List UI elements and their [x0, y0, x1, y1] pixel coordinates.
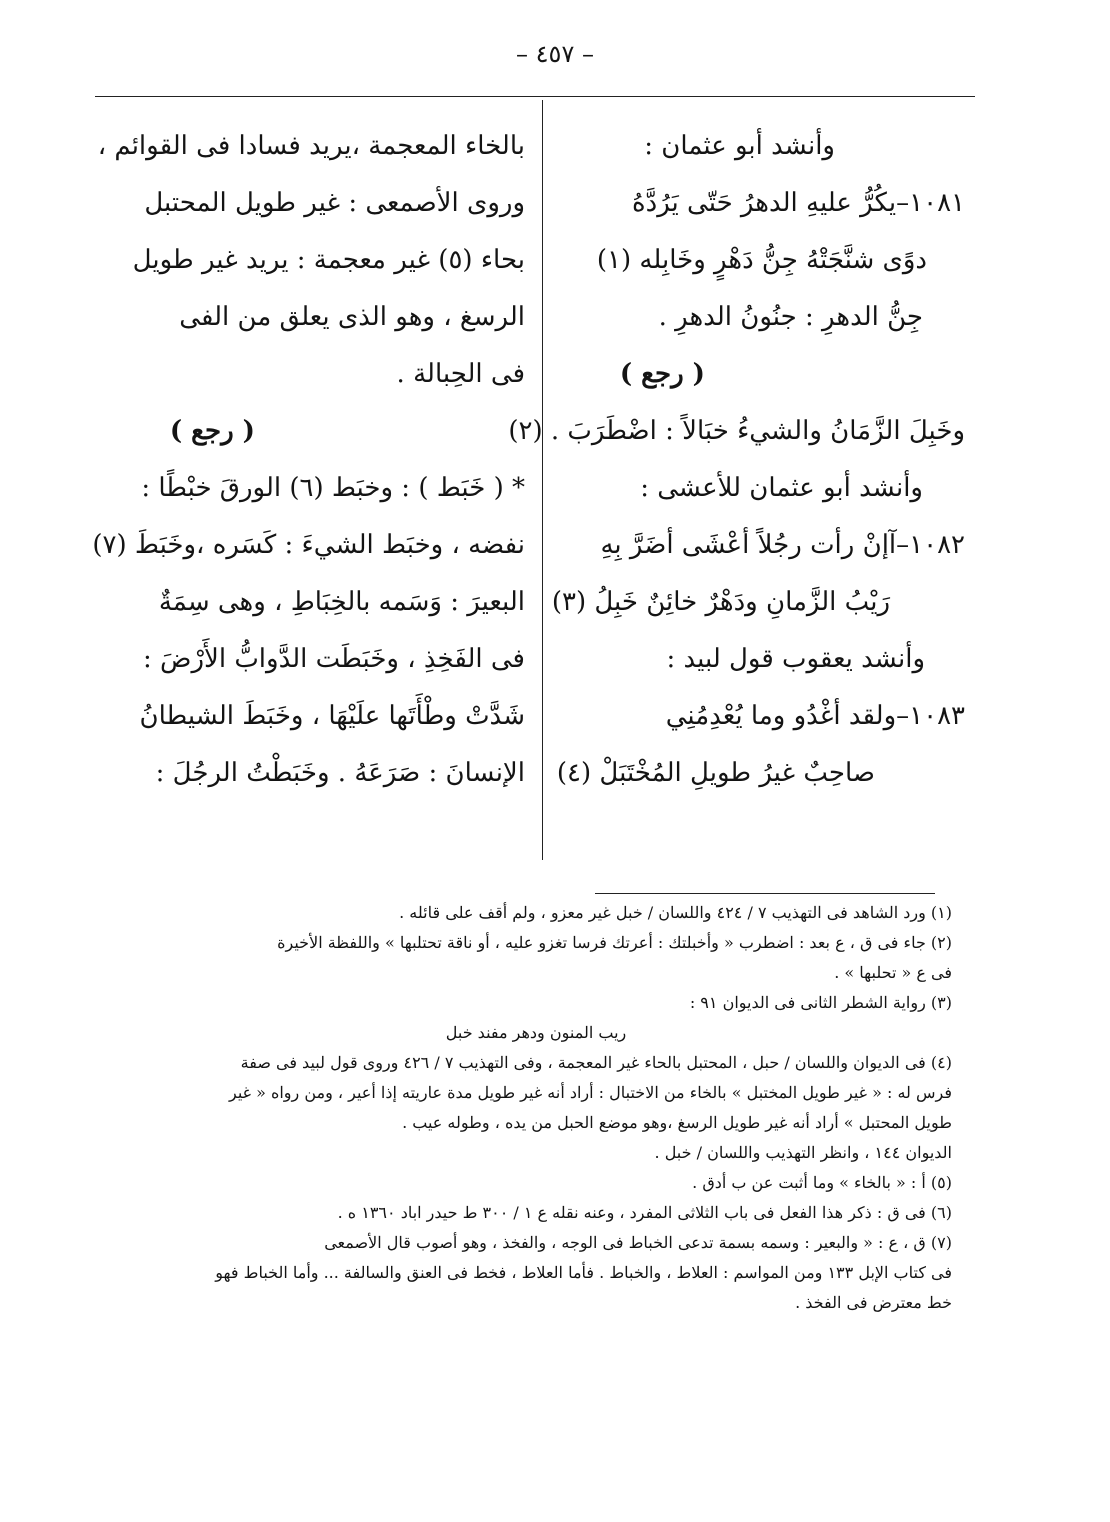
column-divider	[542, 100, 543, 860]
verse-line: دوًى شنَّجَتْهُ جِنُّ دَهْرٍ وخَابِله (١)	[596, 245, 927, 275]
verse-line: ١٠٨٢–آإنْ رأت رجُلاً أعْشَى أضَرَّ بِهِ	[600, 530, 965, 560]
verse-line: رَيْبُ الزَّمانِ ودَهْرٌ خائِنٌ خَبِلُ (٣)	[551, 587, 890, 617]
verse-line: ١٠٨٣–ولقد أغْدُو وما يُعْدِمُنِي	[665, 701, 965, 731]
footnote-line: فرس له : « غير طويل المختبل » بالخاء من الاختبال : أراد أنه غير طويل مدة عاريته إذا أعير ، ومن رواه « غير	[228, 1083, 952, 1102]
footnote-line: فى ع « تحلبها » .	[834, 963, 952, 982]
footnote-line: طويل المحتبل » أراد أنه غير طويل الرسغ ،وهو موضع الحبل من يده ، وطوله عيب .	[402, 1113, 952, 1132]
text-line: وروى الأصمعى : غير طويل المحتبل	[144, 188, 525, 218]
right-column	[508, 118, 965, 802]
entry-line: * ( خَبَط ) : وخبَط (٦) الورقَ خبْطًا :	[141, 473, 525, 503]
verse-line: ١٠٨١–يكُرُّ عليهِ الدهرُ حَتّى يَرُدَّهُ	[632, 188, 965, 218]
footnotes	[120, 898, 952, 1318]
footnote-line: فى كتاب الإبل ١٣٣ ومن المواسم : العلاط ، والخباط . فأما العلاط ، فخط فى العنق والسالفة ... وأما الخباط فهو	[215, 1263, 952, 1282]
section-heading: ( رجع )	[619, 359, 705, 389]
left-column	[92, 118, 525, 802]
text-line: البعيرَ : وَسَمه بالخِبَاطِ ، وهى سِمَةٌ	[158, 587, 525, 617]
footnote-line: (٢) جاء فى ق ، ع بعد : اضطرب « وأخبلتك : أعرتك فرسا تغزو عليه ، أو ناقة تحتلبها » واللفظة الأخيرة	[277, 933, 952, 952]
footnote-line: (١) ورد الشاهد فى التهذيب ٧ / ٤٢٤ واللسان / خبل غير معزو ، ولم أقف على قائله .	[399, 903, 952, 922]
text-line: شَدَّتْ وطْأَتَها علَيْهَا ، وخَبَطَ الشيطانُ	[139, 701, 525, 731]
header-rule	[95, 96, 975, 97]
footnote-line: الديوان ١٤٤ ، وانظر التهذيب واللسان / خبل .	[654, 1143, 952, 1162]
text-line: فى الحِبالة .	[396, 359, 525, 389]
footnote-line: (٤) فى الديوان واللسان / حبل ، المحتبل بالحاء غير المعجمة ، وفى التهذيب ٧ / ٤٢٦ وروى قول لبيد فى صفة	[240, 1053, 952, 1072]
text-line: وأنشد أبو عثمان للأعشى :	[640, 473, 923, 503]
text-line: وأنشد يعقوب قول لبيد :	[666, 644, 925, 674]
footnote-rule	[595, 893, 935, 894]
page-number: – ٤٥٧ –	[516, 40, 594, 68]
section-heading: ( رجع )	[169, 416, 255, 446]
text-line: فى الفَخِذِ ، وخَبَطَت الدَّوابُّ الأَرْضَ :	[143, 644, 525, 674]
verse-line: صاحِبٌ غيرُ طويلِ المُخْتَبَلْ (٤)	[556, 758, 875, 788]
text-line: بحاء (٥) غير معجمة : يريد غير طويل	[132, 245, 525, 275]
footnote-line: (٧) ق ، ع : « والبعير : وسمه بسمة تدعى الخباط فى الوجه ، والفخذ ، وهو أصوب قال الأصمعى	[324, 1233, 952, 1252]
text-line: نفضه ، وخبَط الشيءَ : كَسَره ،وخَبَطَ (٧)	[92, 530, 525, 560]
text-line: الرسغ ، وهو الذى يعلق من الفى	[179, 302, 525, 332]
text-line: بالخاء المعجمة ،يريد فسادا فى القوائم ،	[97, 131, 525, 161]
footnote-line: (٦) فى ق : ذكر هذا الفعل فى باب الثلاثى المفرد ، وعنه نقله ع ١ / ٣٠٠ ط حيدر اباد ١٣٦٠ ه .	[337, 1203, 952, 1222]
text-line: جِنُّ الدهرِ : جنُونُ الدهرِ .	[658, 302, 923, 332]
footnote-line: خط معترض فى الفخذ .	[795, 1293, 952, 1312]
footnote-line: (٥) أ : « بالخاء » وما أثبت عن ب أدق .	[692, 1173, 952, 1192]
footnote-line: (٣) رواية الشطر الثانى فى الديوان ٩١ :	[689, 993, 952, 1012]
text-line: وأنشد أبو عثمان :	[644, 131, 835, 161]
footnote-verse: ريب المنون ودهر مفند خبل	[445, 1023, 627, 1042]
text-line: وخَبِلَ الزَّمَانُ والشيءُ خبَالاً : اضْطَرَبَ . (٢)	[508, 416, 965, 446]
text-line: الإنسانَ : صَرَعَهُ . وخَبَطْتُ الرجُلَ :	[155, 758, 525, 788]
